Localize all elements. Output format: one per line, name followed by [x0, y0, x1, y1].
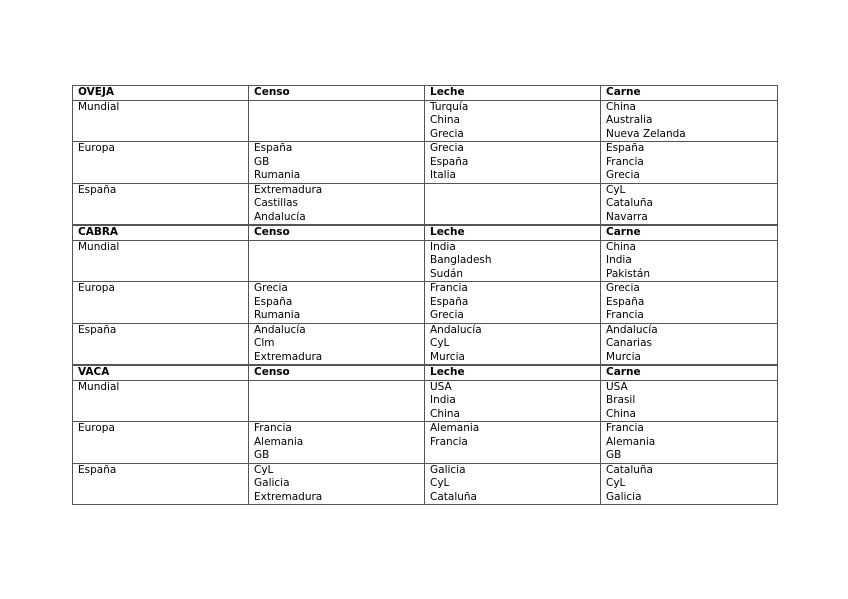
leche-cell [425, 323, 601, 365]
cell-line: Pakistán [606, 267, 650, 280]
region-cell: Europa [73, 282, 249, 324]
cell-line: Rumania [254, 169, 301, 181]
region-cell: Europa [73, 422, 249, 464]
section-header-row [73, 86, 778, 101]
cell-line: Murcia [430, 350, 465, 363]
table-body [73, 86, 778, 505]
livestock-ranking-table [72, 85, 778, 505]
cell-line: Brasil [606, 394, 636, 406]
cell-line: Grecia [430, 127, 464, 140]
region-cell: Mundial [73, 240, 249, 282]
cell-line: España [254, 142, 293, 154]
cell-line: Sudán [430, 267, 464, 280]
censo-cell [249, 240, 425, 282]
cell-line: Andalucía [606, 323, 658, 336]
cell-line: Extremadura [254, 490, 323, 503]
cell-line: Grecia [430, 142, 464, 154]
cell-line: China [430, 114, 460, 126]
column-header: Censo [249, 86, 425, 101]
leche-cell [425, 142, 601, 184]
carne-cell [601, 183, 778, 225]
leche-cell [425, 422, 601, 464]
cell-line: España [254, 295, 293, 308]
table-row [73, 422, 778, 464]
column-header: Leche [425, 86, 601, 101]
species-header: OVEJA [73, 86, 249, 101]
table-row [73, 463, 778, 505]
cell-line: Nueva Zelanda [606, 127, 686, 140]
table-row [73, 100, 778, 142]
region-cell: Europa [73, 142, 249, 184]
censo-cell [249, 142, 425, 184]
carne-cell [601, 282, 778, 324]
cell-line: Francia [430, 282, 468, 294]
table-row [73, 183, 778, 225]
cell-line: España [430, 295, 469, 308]
species-header: CABRA [73, 225, 249, 240]
column-header: Censo [249, 365, 425, 380]
cell-line: USA [606, 380, 628, 393]
cell-line: Canarias [606, 337, 652, 349]
cell-line: Francia [606, 309, 644, 321]
species-header: VACA [73, 365, 249, 380]
cell-line: Australia [606, 114, 653, 126]
cell-line: Bangladesh [430, 254, 492, 266]
column-header: Leche [425, 225, 601, 240]
column-header: Carne [601, 225, 778, 240]
cell-line: Clm [254, 337, 275, 349]
region-cell: Mundial [73, 380, 249, 422]
cell-line: Cataluña [606, 197, 653, 209]
cell-line: Alemania [606, 435, 656, 448]
cell-line: China [606, 100, 636, 113]
section-header-row [73, 365, 778, 380]
censo-cell [249, 380, 425, 422]
cell-line: China [606, 407, 636, 420]
cell-line: Castillas [254, 197, 299, 209]
carne-cell [601, 240, 778, 282]
cell-line: GB [606, 449, 622, 461]
cell-line: USA [430, 380, 452, 393]
table-row [73, 240, 778, 282]
censo-cell [249, 183, 425, 225]
cell-line: CyL [254, 463, 274, 476]
region-cell: España [73, 323, 249, 365]
cell-line: España [430, 155, 469, 168]
cell-line: España [606, 295, 645, 308]
cell-line: Alemania [254, 435, 304, 448]
column-header: Carne [601, 86, 778, 101]
cell-line: Andalucía [430, 323, 482, 336]
cell-line: Cataluña [606, 463, 653, 476]
cell-line: Extremadura [254, 183, 323, 196]
leche-cell [425, 240, 601, 282]
leche-cell [425, 183, 601, 225]
cell-line: Francia [430, 435, 468, 448]
carne-cell [601, 100, 778, 142]
cell-line: India [430, 394, 456, 406]
cell-line: GB [254, 449, 270, 461]
cell-line: CyL [606, 477, 626, 489]
cell-line: India [606, 254, 632, 266]
leche-cell [425, 380, 601, 422]
cell-line: Francia [254, 422, 292, 434]
cell-line: Grecia [430, 309, 464, 321]
censo-cell [249, 422, 425, 464]
cell-line: Turquía [430, 100, 469, 113]
censo-cell [249, 282, 425, 324]
region-cell: España [73, 183, 249, 225]
cell-line: India [430, 240, 456, 253]
cell-line: Navarra [606, 210, 648, 223]
region-cell: Mundial [73, 100, 249, 142]
cell-line: Rumania [254, 309, 301, 321]
leche-cell [425, 282, 601, 324]
cell-line: Alemania [430, 422, 480, 434]
leche-cell [425, 463, 601, 505]
cell-line: Francia [606, 422, 644, 434]
cell-line: Galicia [606, 490, 642, 503]
cell-line: Extremadura [254, 350, 323, 363]
table-row [73, 323, 778, 365]
cell-line: CyL [430, 337, 450, 349]
carne-cell [601, 142, 778, 184]
cell-line: Grecia [606, 169, 640, 181]
cell-line: España [606, 142, 645, 154]
leche-cell [425, 100, 601, 142]
cell-line: China [606, 240, 636, 253]
cell-line: Andalucía [254, 323, 306, 336]
cell-line: Grecia [606, 282, 640, 294]
carne-cell [601, 463, 778, 505]
cell-line: Galicia [254, 477, 290, 489]
censo-cell [249, 323, 425, 365]
cell-line: Galicia [430, 463, 466, 476]
table-row [73, 380, 778, 422]
cell-line: Andalucía [254, 210, 306, 223]
cell-line: CyL [606, 183, 626, 196]
censo-cell [249, 463, 425, 505]
censo-cell [249, 100, 425, 142]
region-cell: España [73, 463, 249, 505]
cell-line: GB [254, 155, 270, 168]
cell-line: Francia [606, 155, 644, 168]
carne-cell [601, 323, 778, 365]
cell-line: Murcia [606, 350, 641, 363]
cell-line: China [430, 407, 460, 420]
carne-cell [601, 422, 778, 464]
column-header: Censo [249, 225, 425, 240]
column-header: Carne [601, 365, 778, 380]
table-row [73, 142, 778, 184]
column-header: Leche [425, 365, 601, 380]
table-row [73, 282, 778, 324]
cell-line: Italia [430, 169, 456, 181]
cell-line: Grecia [254, 282, 288, 294]
cell-line: Cataluña [430, 490, 477, 503]
carne-cell [601, 380, 778, 422]
cell-line: CyL [430, 477, 450, 489]
section-header-row [73, 225, 778, 240]
